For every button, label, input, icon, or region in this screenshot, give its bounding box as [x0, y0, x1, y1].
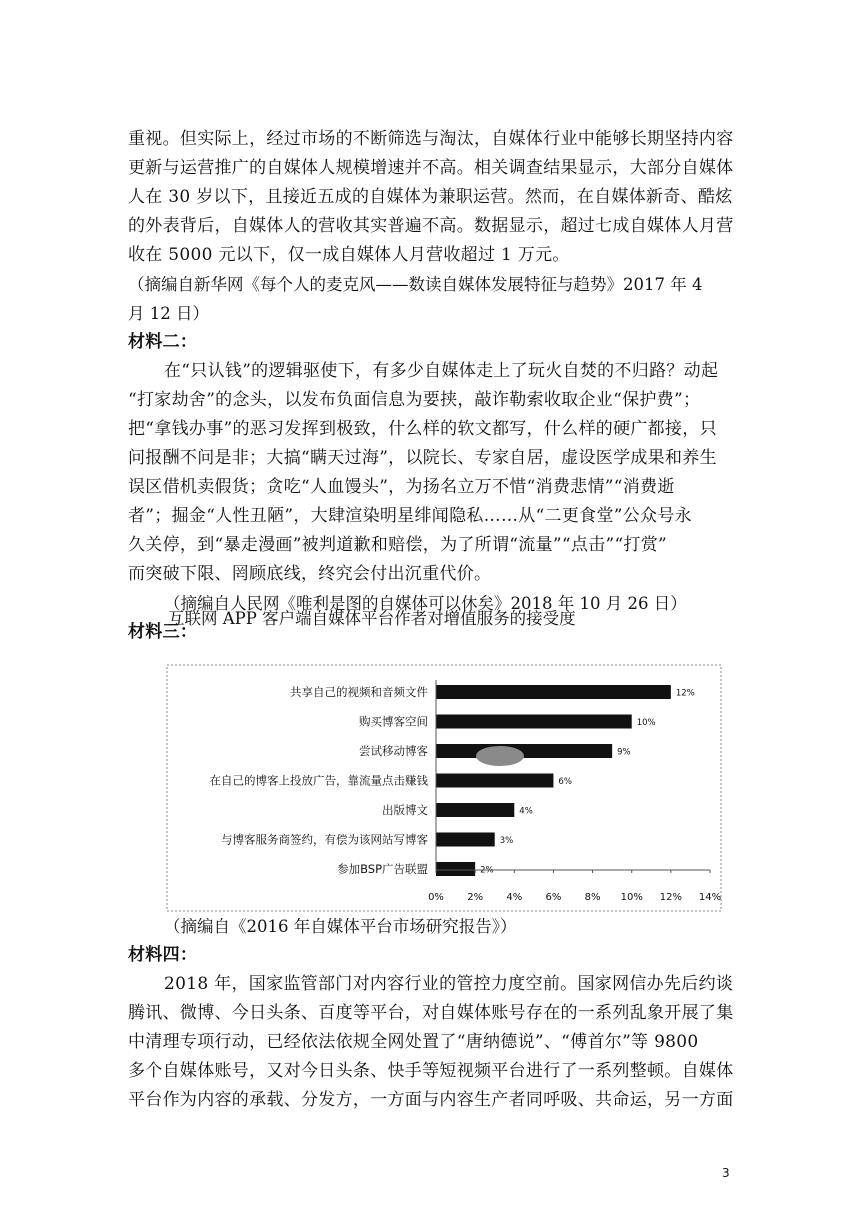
bar [436, 803, 514, 817]
chart-title: 互联网 APP 客户端自媒体平台作者对增值服务的接受度 [168, 609, 576, 628]
category-label: 在自己的博客上投放广告，靠流量点击赚钱 [209, 773, 428, 788]
paragraph-line: 平台作为内容的承载、分发方，一方面与内容生产者同呼吸、共命运，另一方面 [128, 1090, 734, 1110]
paragraph-line: 重视。但实际上，经过市场的不断筛选与淘汰，自媒体行业中能够长期坚持内容 [128, 129, 734, 149]
x-tick-label: 14% [698, 892, 722, 903]
category-label: 参加BSP广告联盟 [337, 862, 428, 876]
category-label: 与博客服务商签约，有偿为该网站写博客 [221, 832, 428, 847]
paragraph-line: 更新与运营推广的自媒体人规模增速并不高。相关调查结果显示，大部分自媒体 [128, 158, 734, 178]
bar [436, 744, 612, 758]
bar [436, 685, 671, 699]
category-label: 出版博文 [382, 803, 428, 817]
bar [436, 774, 553, 788]
bars-group [210, 685, 695, 876]
paragraph-line: 久关停，到“暴走漫画”被判道歉和赔偿，为了所谓“流量”“点击”“打赏” [128, 535, 668, 555]
paragraph-line: “打家劫舍”的念头，以发布负面信息为要挟，敲诈勒索收取企业“保护费”； [128, 390, 701, 410]
paragraph-line: 者”；掘金“人性丑陋”，大肆渲染明星绯闻隐私……从“二更食堂”公众号永 [128, 506, 692, 526]
material-four [128, 912, 736, 1115]
value-label: 9% [617, 747, 631, 758]
value-label: 10% [636, 718, 656, 728]
paragraph-line: 2018 年，国家监管部门对内容行业的管控力度空前。国家网信办先后约谈 [164, 974, 734, 994]
bar [436, 715, 632, 729]
x-tick-label: 0% [428, 892, 444, 903]
paragraph-line: 的外表背后，自媒体人的营收其实普遍不高。数据显示，超过七成自媒体人月营 [128, 216, 734, 236]
page-number: 3 [722, 1166, 730, 1180]
material-one-tail [128, 125, 736, 647]
bar-chart [166, 664, 722, 912]
x-tick-label: 12% [659, 892, 682, 903]
value-label: 3% [499, 836, 514, 846]
paragraph-line: 收在 5000 元以下，仅一成自媒体人月营收超过 1 万元。 [128, 245, 570, 265]
source-citation: 月 12 日） [128, 304, 209, 323]
source-citation: （摘编自《2016 年自媒体平台市场研究报告》） [164, 917, 517, 936]
source-citation: （摘编自新华网《每个人的麦克风——数读自媒体发展特征与趋势》2017 年 4 [128, 275, 703, 294]
x-tick-label: 4% [506, 892, 523, 903]
source-citation: （摘编自人民网《唯利是图的自媒体可以休矣》2018 年 10 月 26 日） [164, 594, 687, 613]
value-label: 12% [675, 688, 695, 699]
paragraph-line: 问报酬不问是非；大搞“瞒天过海”，以院长、专家自居，虚设医学成果和养生 [128, 448, 717, 468]
paragraph-line: 人在 30 岁以下，且接近五成的自媒体为兼职运营。然而，在自媒体新奇、酷炫 [128, 187, 733, 207]
x-tick-label: 2% [467, 892, 484, 903]
section-heading: 材料三： [128, 622, 198, 642]
section-heading: 材料四： [128, 945, 198, 965]
section-heading: 材料二： [128, 332, 198, 352]
category-label: 购买博客空间 [359, 714, 428, 729]
bar [436, 833, 495, 847]
value-label: 2% [480, 865, 494, 876]
paragraph-line: 把“拿钱办事”的恶习发挥到极致，什么样的软文都写，什么样的硬广都接，只 [128, 419, 717, 439]
value-label: 4% [519, 806, 533, 817]
category-label: 共享自己的视频和音频文件 [290, 685, 428, 699]
paragraph-line: 误区借机卖假货；贪吃“人血馒头”，为扬名立万不惜“消费悲情”“消费逝 [128, 477, 675, 497]
paragraph-line: 在“只认钱”的逻辑驱使下，有多少自媒体走上了玩火自焚的不归路？动起 [164, 361, 719, 381]
value-label: 6% [558, 777, 572, 787]
x-tick-label: 10% [620, 892, 643, 903]
x-tick-label: 6% [545, 892, 562, 903]
category-label: 尝试移动博客 [359, 744, 428, 758]
bar [436, 862, 475, 876]
x-tick-label: 8% [584, 892, 601, 903]
paragraph-line: 中清理专项行动，已经依法依规全网处置了“唐纳德说”、“傅首尔”等 9800 [128, 1032, 699, 1052]
paragraph-line: 多个自媒体账号，又对今日头条、快手等短视频平台进行了一系列整顿。自媒体 [128, 1061, 734, 1081]
smudge-mark [476, 746, 524, 766]
paragraph-line: 腾讯、微博、今日头条、百度等平台，对自媒体账号存在的一系列乱象开展了集 [128, 1003, 734, 1023]
x-axis [428, 680, 721, 903]
paragraph-line: 而突破下限、罔顾底线，终究会付出沉重代价。 [128, 564, 492, 584]
